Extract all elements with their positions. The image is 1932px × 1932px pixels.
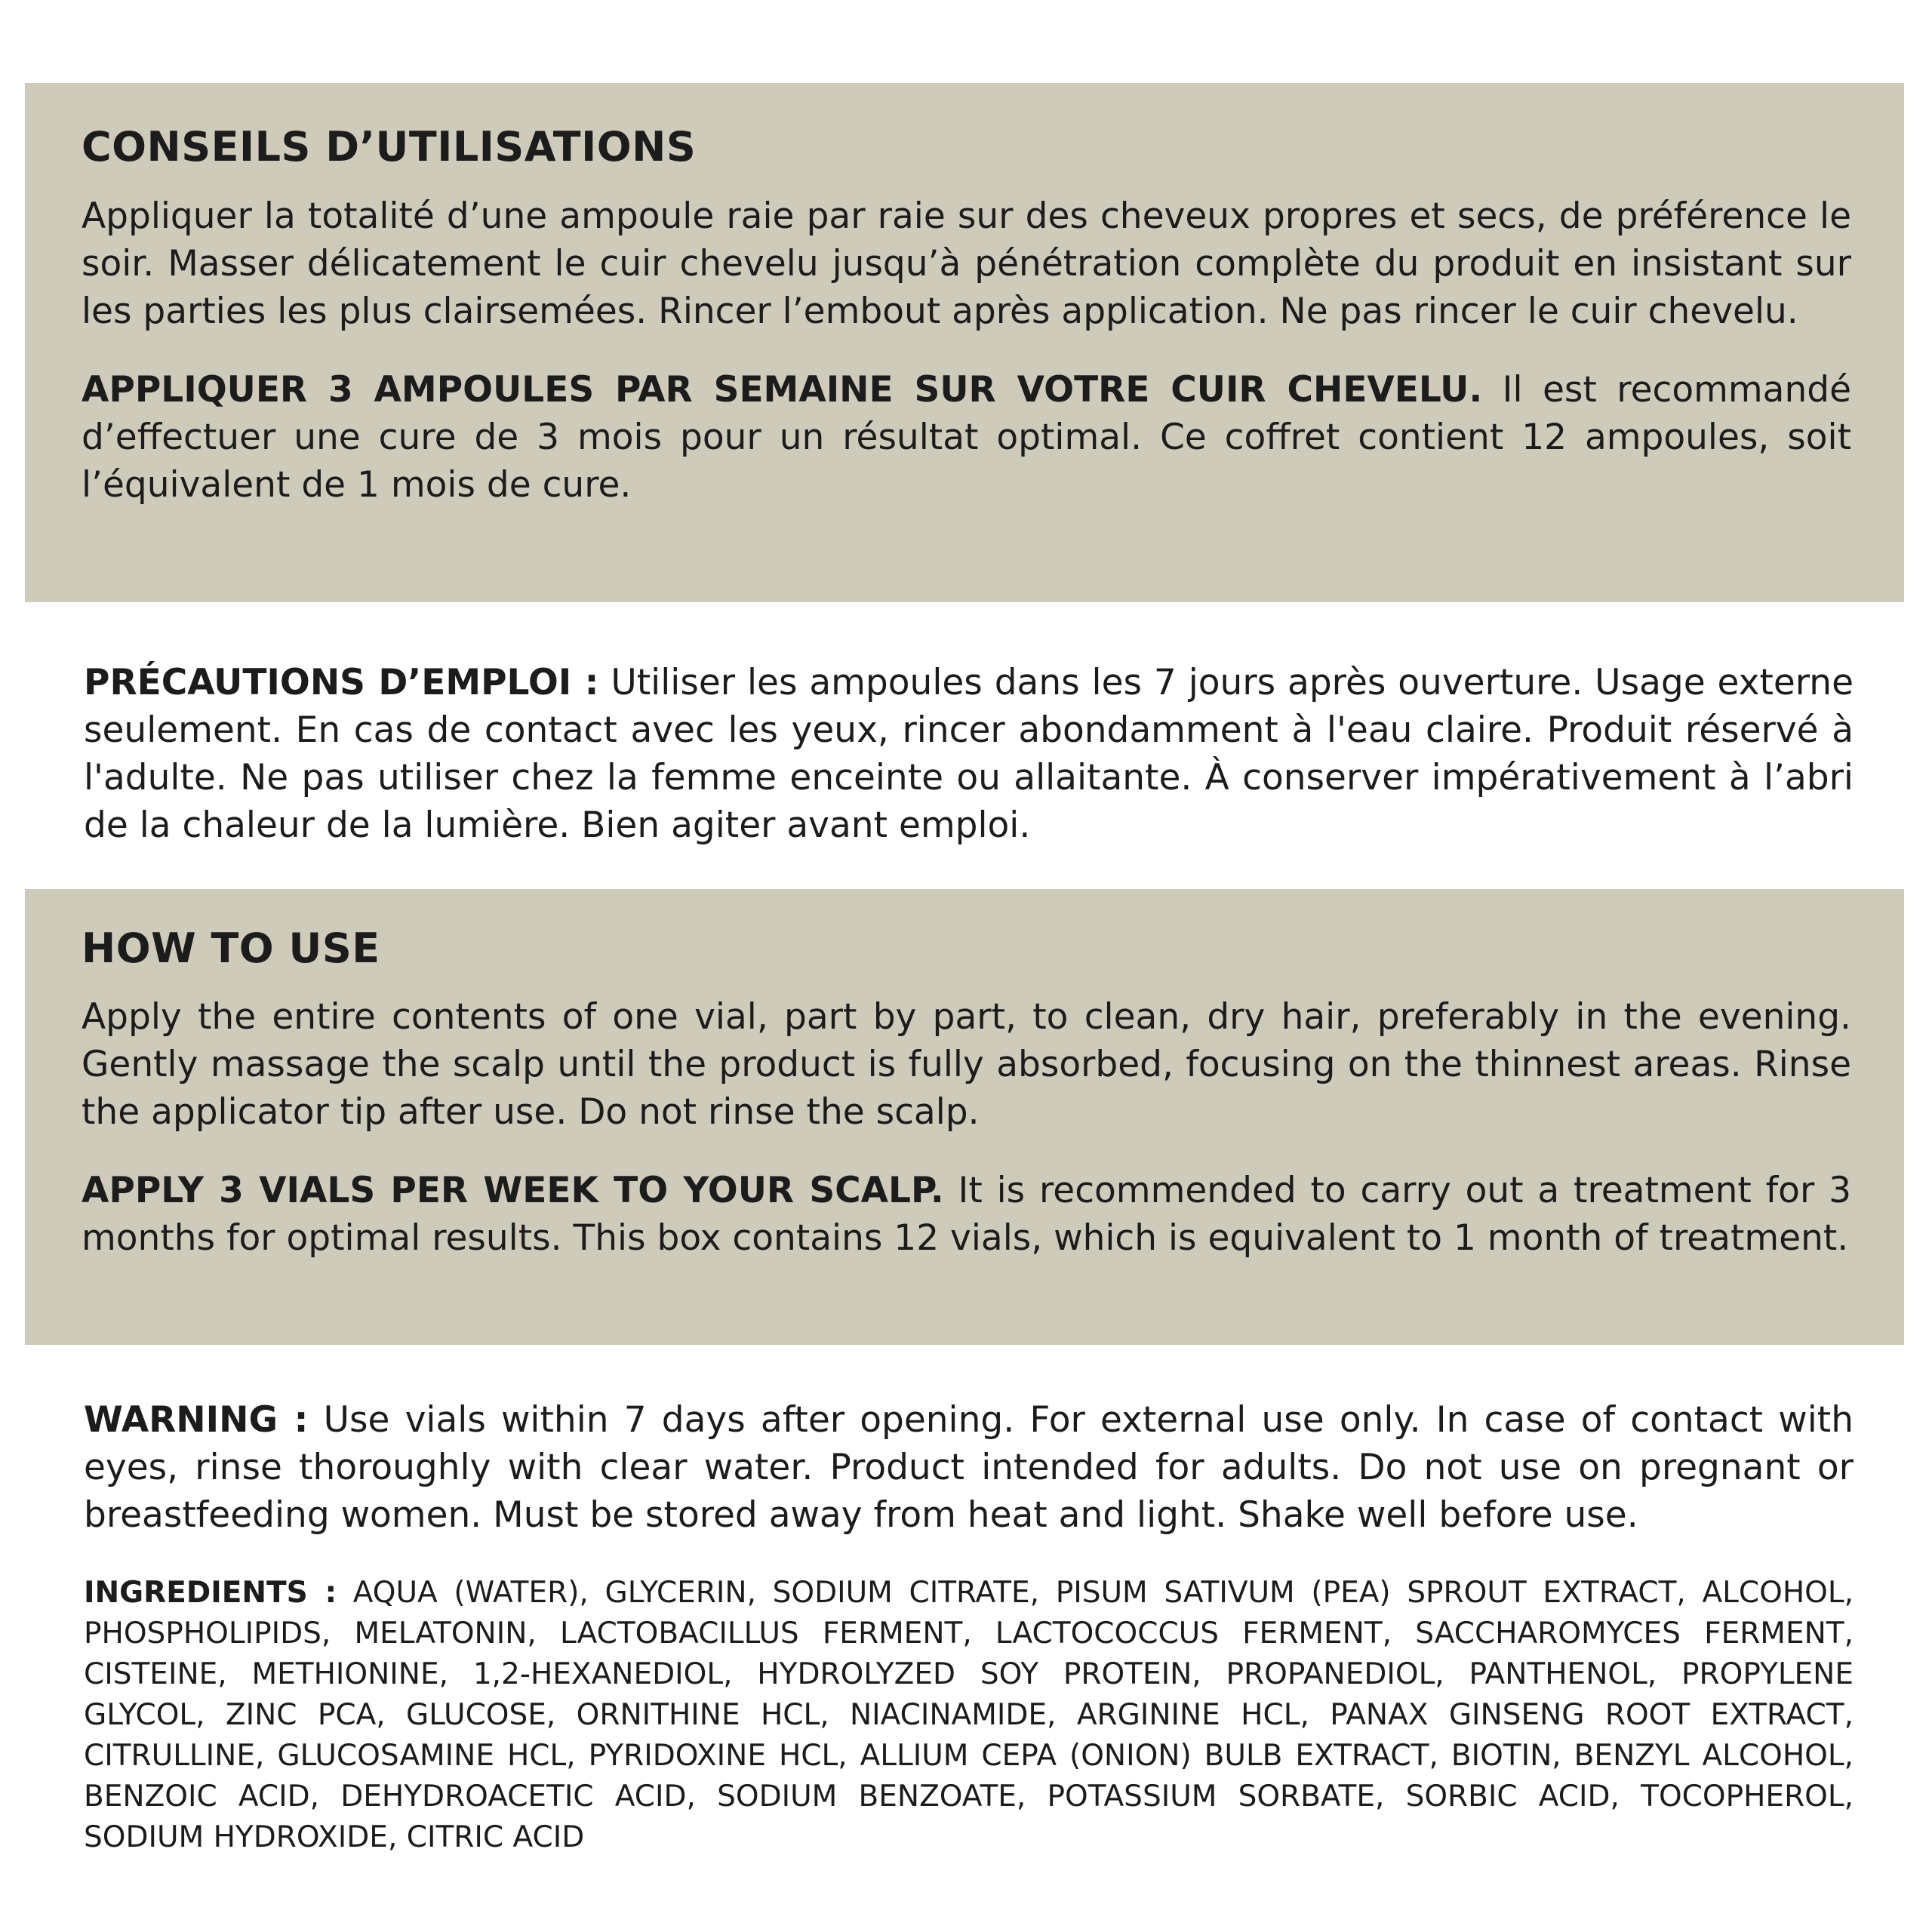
french-usage-paragraph: Appliquer la totalité d’une ampoule raie par raie sur des cheveux propres et secs, de préférence le soir. Masser délicatement le cuir chevelu jusqu’à pénétration complète du produit en insistant sur les parties les plus clairsemées. Rincer l’embout après application. Ne pas rincer le cuir chevelu. <box>82 195 1851 332</box>
english-dosage-lead: APPLY 3 VIALS PER WEEK TO YOUR SCALP. <box>82 1170 944 1211</box>
french-usage-heading: CONSEILS D’UTILISATIONS <box>82 123 697 171</box>
english-usage-heading: HOW TO USE <box>82 924 380 972</box>
english-dosage-text: It is recommended to carry out a treatment for 3 months for optimal results. This box contains 12 vials, which is equivalent to 1 month of treatment. <box>82 1170 1851 1259</box>
english-usage-section <box>82 924 1851 1262</box>
english-warning-lead: WARNING : <box>84 1399 309 1441</box>
english-warning-paragraph <box>84 1396 1854 1539</box>
french-dosage-paragraph <box>82 366 1851 509</box>
english-warning-section <box>84 1396 1854 1539</box>
french-precautions-section <box>84 659 1854 849</box>
french-precautions-paragraph <box>84 659 1854 849</box>
ingredients-paragraph <box>84 1573 1854 1858</box>
french-precautions-text: Utiliser les ampoules dans les 7 jours après ouverture. Usage externe seulement. En cas de contact avec les yeux, rincer abondamment à l'eau claire. Produit réservé à l'adulte. Ne pas utiliser chez la femme enceinte ou allaitante. À conserver impérativement à l’abri de la chaleur de la lumière. Bien agiter avant emploi. <box>84 662 1854 846</box>
english-warning-text: Use vials within 7 days after opening. For external use only. In case of contact with eyes, rinse thoroughly with clear water. Product intended for adults. Do not use on pregnant or breastfeeding women. Must be stored away from heat and light. Shake well before use. <box>84 1399 1854 1536</box>
english-usage-paragraph: Apply the entire contents of one vial, part by part, to clean, dry hair, preferably in the evening. Gently massage the scalp until the product is fully absorbed, focusing on the thinnest areas. Rinse the applicator tip after use. Do not rinse the scalp. <box>82 996 1851 1133</box>
french-usage-section <box>82 123 1851 509</box>
ingredients-section <box>84 1573 1854 1858</box>
english-dosage-paragraph <box>82 1167 1851 1262</box>
french-dosage-lead: APPLIQUER 3 AMPOULES PAR SEMAINE SUR VOTRE CUIR CHEVELU. <box>82 369 1483 411</box>
ingredients-lead: INGREDIENTS : <box>84 1576 337 1610</box>
french-dosage-text: Il est recommandé d’effectuer une cure de 3 mois pour un résultat optimal. Ce coffret contient 12 ampoules, soit l’équivalent de 1 mois de cure. <box>82 369 1851 506</box>
ingredients-text: AQUA (WATER), GLYCERIN, SODIUM CITRATE, PISUM SATIVUM (PEA) SPROUT EXTRACT, ALCOHOL, PHOSPHOLIPIDS, MELATONIN, LACTOBACILLUS FERMENT, LACTOCOCCUS FERMENT, SACCHAROMYCES FERMENT, CISTEINE, METHIONINE, 1,2-HEXANEDIOL, HYDROLYZED SOY PROTEIN, PROPANEDIOL, PANTHENOL, PROPYLENE GLYCOL, ZINC PCA, GLUCOSE, ORNITHINE HCL, NIACINAMIDE, ARGININE HCL, PANAX GINSENG ROOT EXTRACT, CITRULLINE, GLUCOSAMINE HCL, PYRIDOXINE HCL, ALLIUM CEPA (ONION) BULB EXTRACT, BIOTIN, BENZYL ALCOHOL, BENZOIC ACID, DEHYDROACETIC ACID, SODIUM BENZOATE, POTASSIUM SORBATE, SORBIC ACID, TOCOPHEROL, SODIUM HYDROXIDE, CITRIC ACID <box>84 1576 1854 1854</box>
french-precautions-lead: PRÉCAUTIONS D’EMPLOI : <box>84 662 599 703</box>
